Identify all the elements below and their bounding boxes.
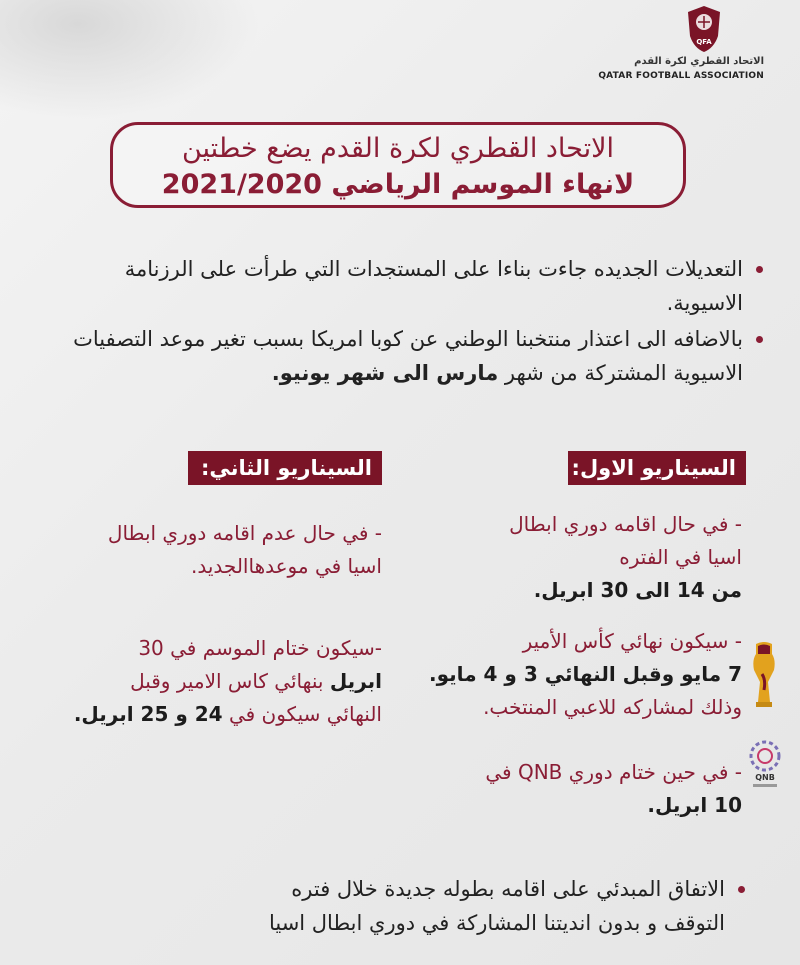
bullet-dot-icon	[738, 886, 745, 893]
bullet-text-bold: مارس الى شهر يونيو.	[271, 361, 499, 385]
qnb-icon-label: QNB	[755, 773, 775, 782]
title-line-1: الاتحاد القطري لكرة القدم يضع خطتين	[181, 133, 614, 164]
s1-item1-line2: اسيا في الفتره	[619, 545, 742, 569]
scenario-2-header: السيناريو الثاني:	[188, 451, 382, 485]
s2-item2-line2-bold: ابريل	[329, 669, 382, 693]
trophy-icon	[748, 640, 780, 710]
s1-item1-line3: من 14 الى 30 ابريل.	[533, 578, 742, 602]
bullet-text: التعديلات الجديده جاءت بناءا على المستجدات التي طرأت على الرزنامة الاسيوية.	[124, 257, 743, 315]
footer-bullet	[60, 872, 765, 942]
footer-line-1: الاتفاق المبدئي على اقامه بطوله جديدة خلال فتره	[291, 877, 725, 901]
title-box	[110, 122, 686, 208]
s1-item2-line2: 7 مايو وقبل النهائي 3 و 4 مايو.	[429, 662, 742, 686]
bullet-item	[60, 252, 765, 320]
scenario-1-item-2	[382, 625, 742, 724]
scenario-1-header: السيناريو الاول:	[568, 451, 746, 485]
scenario-1-item-3	[382, 756, 742, 822]
scenario-1-item-1	[422, 508, 742, 607]
bullet-item	[60, 322, 765, 390]
s1-item3-line1: - في حين ختام دوري QNB في	[485, 760, 742, 784]
s2-item2-line3-start: النهائي سيكون في	[222, 702, 382, 726]
s1-item1-line1: - في حال اقامه دوري ابطال	[509, 512, 742, 536]
footer-line-2: التوقف و بدون انديتنا المشاركة في دوري ابطال اسيا	[268, 911, 725, 935]
scenario-2-item-1	[10, 517, 382, 583]
intro-bullets	[60, 252, 765, 392]
qfa-logo	[598, 4, 778, 84]
s2-item2-line1: -سيكون ختام الموسم في 30	[138, 636, 382, 660]
background-shade	[0, 0, 260, 120]
bullet-text: بالاضافه الى اعتذار منتخبنا الوطني عن كوبا امريكا بسبب تغير موعد التصفيات الاسيوية المشتركة من شهر	[73, 327, 743, 385]
scenario-2-item-2	[10, 632, 382, 731]
qfa-crest-icon	[684, 4, 724, 54]
s2-item1-line2: اسيا في موعدهاالجديد.	[191, 554, 382, 578]
bullet-dot-icon	[756, 266, 763, 273]
s2-item1-line1: - في حال عدم اقامه دوري ابطال	[107, 521, 382, 545]
s1-item3-line2: 10 ابريل.	[647, 793, 742, 817]
s1-item2-line1: - سيكون نهائي كأس الأمير	[522, 629, 742, 653]
title-line-2: لانهاء الموسم الرياضي 2021/2020	[161, 169, 635, 200]
logo-arabic-text: الاتحاد القطري لكرة القدم	[634, 56, 764, 67]
crest-label: QFA	[696, 38, 712, 46]
s1-item2-line3: وذلك لمشاركه للاعبي المنتخب.	[483, 695, 742, 719]
qnb-stars-league-icon	[747, 738, 783, 794]
s2-item2-line3-bold: 24 و 25 ابريل.	[73, 702, 223, 726]
bullet-dot-icon	[756, 336, 763, 343]
s2-item2-line2-rest: بنهائي كاس الامير وقبل	[130, 669, 330, 693]
logo-english-text: QATAR FOOTBALL ASSOCIATION	[598, 71, 764, 81]
bullet-item	[60, 872, 765, 940]
